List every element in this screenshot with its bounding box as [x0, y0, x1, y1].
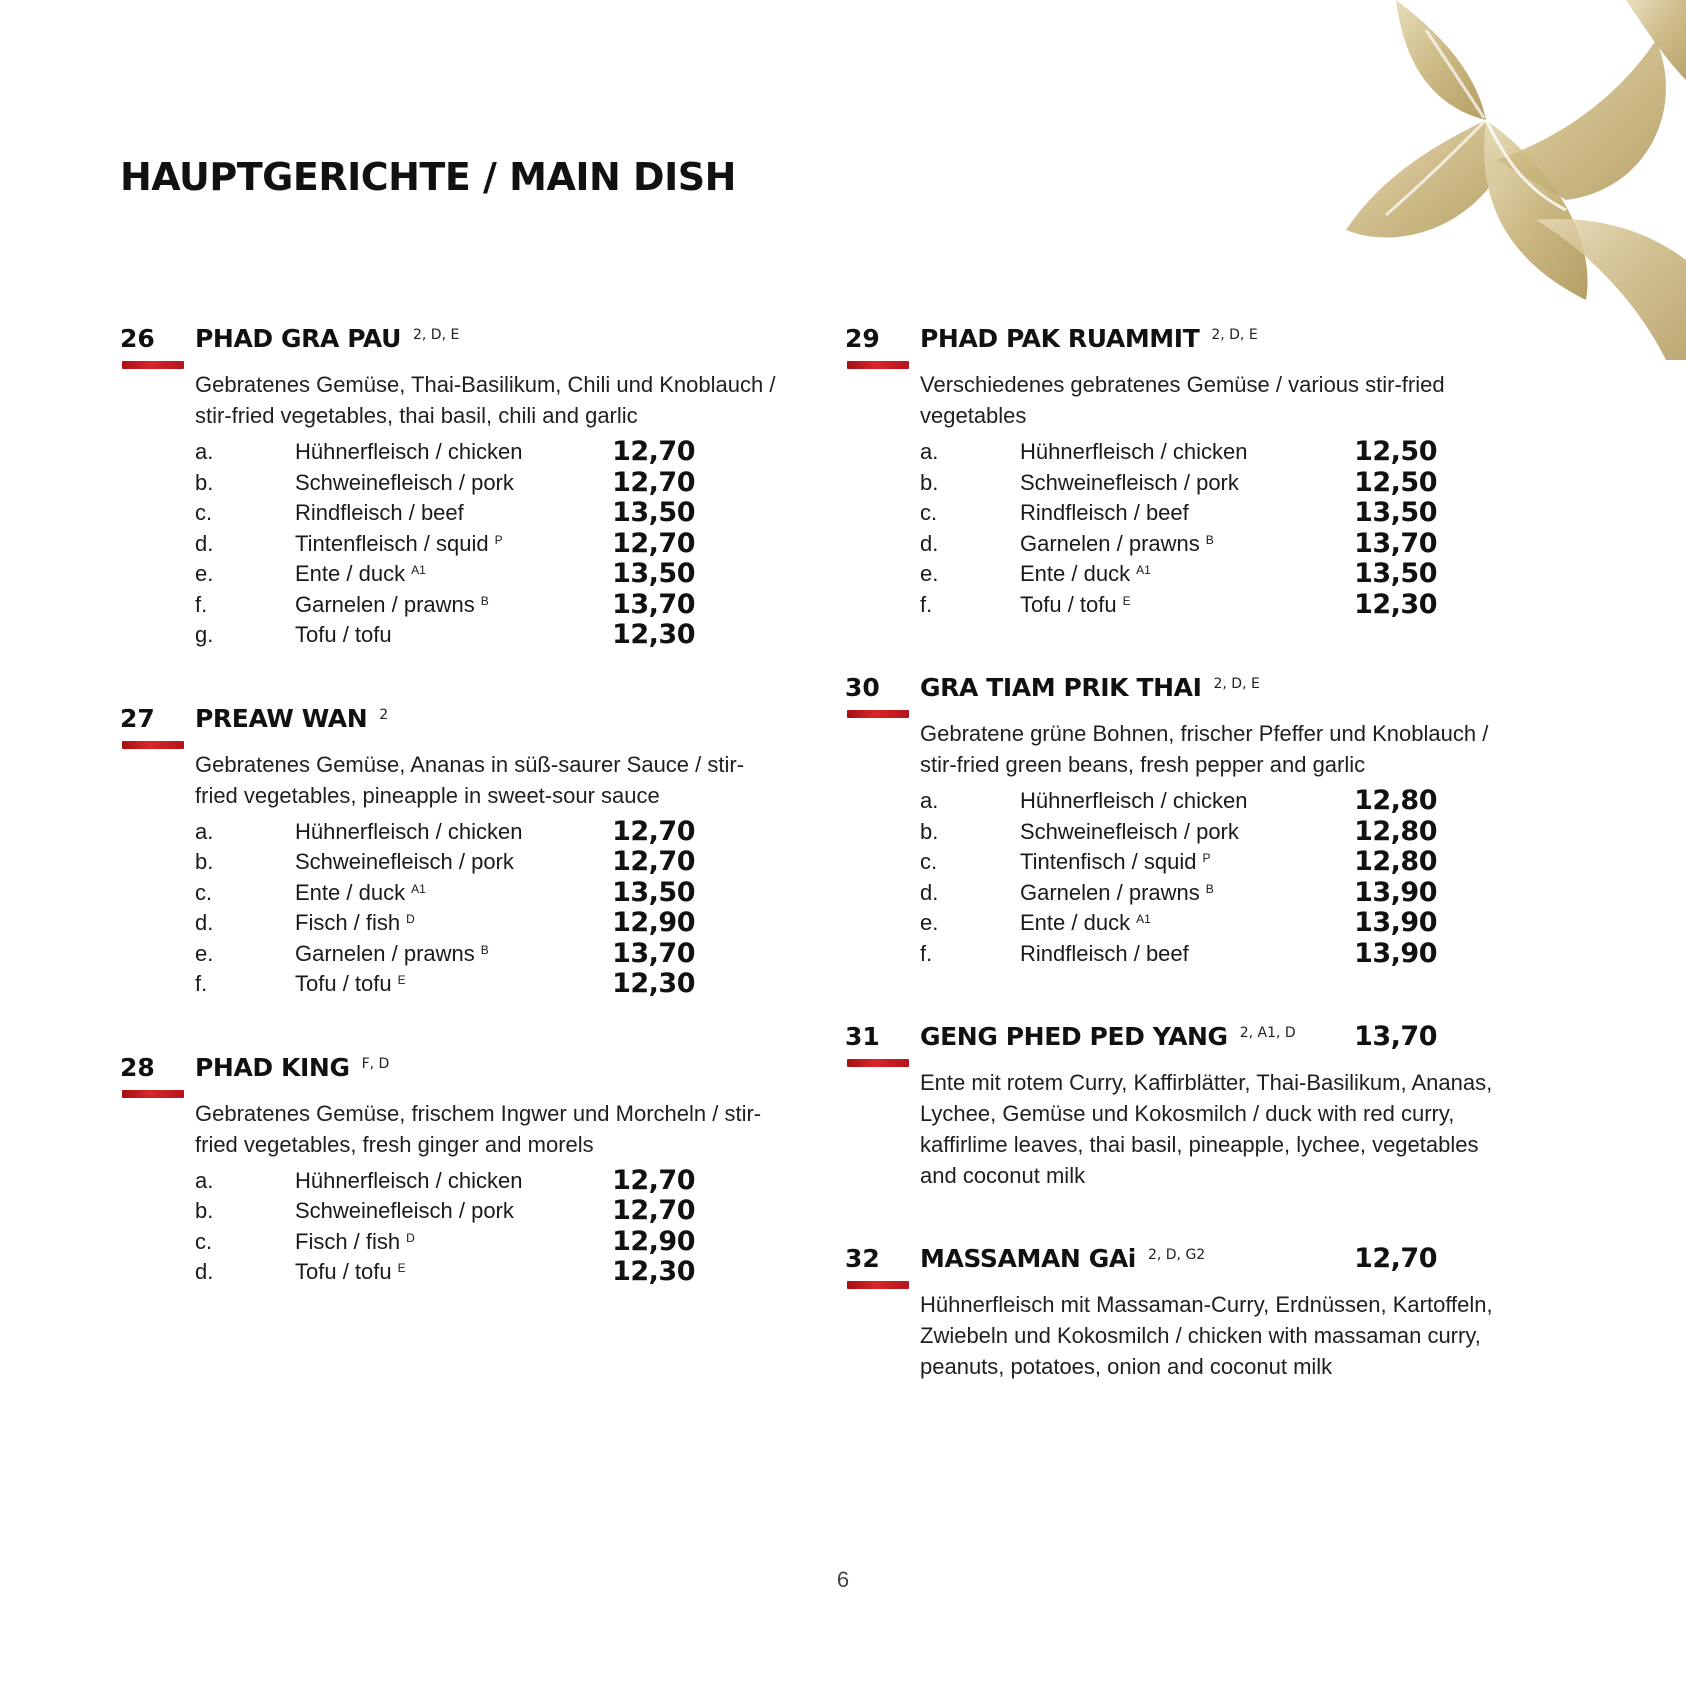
option-row [195, 969, 820, 1000]
option-letter: b. [195, 469, 214, 495]
option-letter: e. [195, 940, 214, 966]
dish-header [195, 703, 820, 735]
option-label [295, 847, 514, 878]
option-letter: b. [920, 469, 939, 495]
option-price: 12,90 [612, 907, 695, 938]
option-letter: c. [920, 849, 938, 874]
option-letter: e. [920, 910, 939, 935]
option-letter: a. [920, 439, 939, 464]
option-name: Hühnerfleisch / chicken [295, 1167, 523, 1193]
option-name: Ente / duck [1020, 910, 1131, 935]
option-allergen: A1 [1136, 563, 1151, 577]
option-row [195, 529, 820, 560]
option-label [295, 437, 522, 468]
option-label [1020, 939, 1189, 970]
option-allergen: E [397, 1261, 406, 1275]
option-label [295, 620, 392, 651]
option-row [920, 498, 1545, 529]
dish-description: Verschiedenes gebratenes Gemüse / various stir-fried vegetables [920, 372, 1445, 428]
option-price: 13,70 [612, 937, 695, 969]
option-letter: f. [920, 940, 933, 966]
dish-description: Gebratene grüne Bohnen, frischer Pfeffer und Knoblauch / stir-fried green beans, fresh pepper and garlic [920, 721, 1489, 777]
option-label [295, 468, 514, 499]
option-label [295, 969, 406, 1000]
dish-description: Ente mit rotem Curry, Kaffirblätter, Thai-Basilikum, Ananas, Lychee, Gemüse und Kokosmilch / duck with red curry, kaffirlime leaves, thai basil, pineapple, lychee, vegetables and coconut milk [920, 1070, 1493, 1188]
option-row [920, 468, 1545, 499]
option-allergen: B [1205, 532, 1214, 547]
page-number: 6 [836, 1567, 850, 1592]
option-label [295, 529, 503, 560]
dish-number: 26 [120, 324, 155, 353]
option-letter: a. [195, 818, 214, 844]
option-price: 13,90 [1354, 937, 1437, 969]
page-title: HAUPTGERICHTE / MAIN DISH [120, 155, 736, 199]
option-row [195, 1227, 820, 1258]
option-row [195, 620, 820, 651]
option-price: 12,80 [1354, 785, 1437, 816]
option-name: Hühnerfleisch / chicken [295, 439, 523, 464]
option-row [195, 939, 820, 970]
accent-bar [847, 710, 909, 718]
option-price: 12,70 [612, 846, 695, 877]
option-price: 13,50 [1354, 497, 1437, 528]
option-name: Tofu / tofu [1020, 591, 1117, 617]
option-label [1020, 590, 1131, 621]
option-letter: c. [195, 1228, 213, 1254]
option-letter: d. [920, 879, 939, 905]
dish-name: PHAD KING [195, 1052, 350, 1082]
option-allergen: D [406, 1230, 415, 1245]
option-name: Rindfleisch / beef [1020, 500, 1189, 525]
option-allergen: B [1205, 881, 1214, 896]
option-letter: a. [195, 1167, 214, 1193]
option-letter: b. [920, 818, 939, 844]
option-row [195, 817, 820, 848]
option-row [195, 437, 820, 468]
option-price: 12,70 [612, 815, 695, 847]
left-column [120, 323, 820, 1340]
option-name: Schweinefleisch / pork [295, 1198, 514, 1223]
allergen-codes: 2, D, G2 [1147, 1247, 1206, 1263]
dish-30 [845, 672, 1545, 969]
option-name: Schweinefleisch / pork [1020, 818, 1239, 844]
option-row [920, 939, 1545, 970]
allergen-codes: 2 [379, 706, 389, 723]
option-row [195, 847, 820, 878]
option-row [920, 529, 1545, 560]
dish-number: 29 [845, 324, 880, 353]
dish-price: 12,70 [1354, 1243, 1437, 1274]
accent-bar [847, 361, 909, 369]
option-name: Hühnerfleisch / chicken [295, 818, 523, 844]
option-name: Hühnerfleisch / chicken [1020, 439, 1248, 464]
option-row [195, 1257, 820, 1288]
option-price: 13,70 [612, 588, 695, 620]
option-letter: f. [920, 591, 933, 617]
option-label [1020, 498, 1189, 529]
option-allergen: P [1202, 851, 1211, 865]
option-allergen: D [406, 912, 415, 926]
allergen-codes: 2, D, E [1213, 676, 1260, 692]
option-name: Fisch / fish [295, 1228, 401, 1254]
option-price: 12,30 [612, 619, 695, 650]
option-label [1020, 847, 1211, 878]
option-label [295, 1227, 415, 1258]
option-letter: e. [195, 561, 214, 586]
option-name: Schweinefleisch / pork [1020, 469, 1239, 495]
accent-bar [847, 1059, 909, 1067]
option-name: Hühnerfleisch / chicken [1020, 788, 1248, 813]
allergen-codes: F, D [361, 1055, 390, 1072]
accent-bar [122, 741, 184, 749]
option-letter: b. [195, 1198, 214, 1223]
dish-header [195, 1052, 820, 1084]
option-price: 12,70 [612, 436, 695, 467]
option-price: 12,30 [612, 1256, 695, 1287]
dish-26 [120, 323, 820, 651]
option-label [1020, 908, 1151, 939]
option-letter: a. [920, 788, 939, 813]
option-price: 13,50 [1354, 558, 1437, 589]
dish-27 [120, 703, 820, 1000]
dish-header [920, 672, 1545, 704]
option-label [295, 817, 522, 848]
option-label [295, 1257, 406, 1288]
option-letter: g. [195, 622, 214, 647]
option-label [295, 939, 489, 970]
dish-description: Hühnerfleisch mit Massaman-Curry, Erdnüssen, Kartoffeln, Zwiebeln und Kokosmilch / chicken with massaman curry, peanuts, potatoes, onion and coconut milk [920, 1292, 1493, 1379]
option-label [1020, 786, 1247, 817]
dish-number: 31 [845, 1022, 880, 1051]
option-row [195, 878, 820, 909]
option-letter: f. [195, 591, 208, 617]
option-name: Ente / duck [295, 561, 406, 586]
dish-name: PREAW WAN [195, 703, 368, 733]
option-price: 13,50 [612, 876, 695, 908]
option-price: 13,50 [612, 558, 695, 589]
option-letter: c. [920, 500, 938, 525]
option-name: Tintenfisch / squid [1020, 849, 1197, 874]
option-label [295, 498, 464, 529]
dish-description: Gebratenes Gemüse, frischem Ingwer und Morcheln / stir-fried vegetables, fresh ginger and morels [195, 1100, 762, 1157]
option-allergen: P [494, 532, 503, 547]
option-allergen: B [480, 942, 489, 957]
option-price: 12,30 [1354, 588, 1437, 620]
dish-number: 30 [845, 673, 880, 702]
option-row [920, 817, 1545, 848]
option-row [920, 437, 1545, 468]
option-label [1020, 559, 1151, 590]
option-row [195, 1196, 820, 1227]
option-row [920, 559, 1545, 590]
option-price: 12,70 [612, 527, 695, 559]
option-letter: d. [920, 530, 939, 556]
option-price: 12,70 [612, 1164, 695, 1196]
dish-28 [120, 1052, 820, 1288]
accent-bar [847, 1281, 909, 1289]
option-row [920, 908, 1545, 939]
option-label [295, 590, 489, 621]
dish-number: 27 [120, 703, 155, 733]
option-row [195, 908, 820, 939]
option-price: 13,70 [1354, 527, 1437, 559]
option-name: Rindfleisch / beef [295, 500, 464, 525]
option-name: Garnelen / prawns [1020, 530, 1200, 556]
dish-31 [845, 1021, 1545, 1191]
dish-name: PHAD PAK RUAMMIT [920, 324, 1200, 353]
option-label [1020, 529, 1214, 560]
option-price: 13,90 [1354, 876, 1437, 908]
option-allergen: A1 [1136, 912, 1151, 926]
option-price: 12,50 [1354, 436, 1437, 467]
allergen-codes: 2, D, E [1211, 327, 1258, 343]
dish-number: 32 [845, 1244, 880, 1273]
dish-name: PHAD GRA PAU [195, 324, 401, 353]
dish-29 [845, 323, 1545, 620]
dish-header [195, 323, 820, 355]
option-label [295, 1196, 514, 1227]
option-letter: e. [920, 561, 939, 586]
option-name: Tofu / tofu [295, 622, 392, 647]
option-name: Fisch / fish [295, 910, 401, 935]
dish-header [920, 323, 1545, 355]
option-row [920, 590, 1545, 621]
option-allergen: A1 [411, 881, 426, 896]
option-letter: b. [195, 849, 214, 874]
option-allergen: B [480, 593, 489, 608]
option-name: Schweinefleisch / pork [295, 469, 514, 495]
dish-32 [845, 1243, 1545, 1382]
option-price: 12,50 [1354, 466, 1437, 498]
option-allergen: E [397, 973, 406, 987]
option-name: Rindfleisch / beef [1020, 940, 1189, 966]
option-row [195, 1166, 820, 1197]
option-row [920, 847, 1545, 878]
option-row [195, 559, 820, 590]
dish-name: GENG PHED PED YANG [920, 1022, 1228, 1051]
option-name: Ente / duck [295, 879, 406, 905]
gold-flower-decoration [1326, 0, 1686, 360]
dish-price: 13,70 [1354, 1021, 1437, 1052]
option-price: 12,80 [1354, 815, 1437, 847]
option-letter: d. [195, 910, 214, 935]
option-name: Ente / duck [1020, 561, 1131, 586]
option-row [195, 590, 820, 621]
option-label [1020, 817, 1239, 848]
accent-bar [122, 1090, 184, 1098]
option-letter: c. [195, 879, 213, 905]
option-name: Schweinefleisch / pork [295, 849, 514, 874]
option-name: Garnelen / prawns [1020, 879, 1200, 905]
dish-name: GRA TIAM PRIK THAI [920, 673, 1202, 702]
option-row [920, 878, 1545, 909]
option-price: 12,70 [612, 1195, 695, 1226]
option-label [1020, 437, 1247, 468]
dish-description: Gebratenes Gemüse, Ananas in süß-saurer Sauce / stir-fried vegetables, pineapple in sweet-sour sauce [195, 751, 745, 808]
option-price: 12,80 [1354, 846, 1437, 877]
allergen-codes: 2, D, E [412, 327, 460, 343]
option-label [295, 1166, 522, 1197]
option-row [195, 498, 820, 529]
option-letter: a. [195, 439, 214, 464]
option-price: 13,50 [612, 497, 695, 528]
option-label [295, 878, 426, 909]
option-label [295, 559, 426, 590]
option-label [295, 908, 415, 939]
option-letter: d. [195, 530, 214, 556]
option-name: Tofu / tofu [295, 1259, 392, 1284]
option-label [1020, 878, 1214, 909]
option-letter: c. [195, 500, 213, 525]
accent-bar [122, 361, 184, 369]
dish-header [920, 1021, 1545, 1053]
allergen-codes: 2, A1, D [1239, 1025, 1296, 1041]
option-row [920, 786, 1545, 817]
option-price: 12,30 [612, 968, 695, 999]
option-name: Tintenfleisch / squid [295, 530, 489, 556]
option-price: 12,90 [612, 1225, 695, 1257]
right-column [845, 323, 1545, 1434]
option-price: 13,90 [1354, 907, 1437, 938]
option-name: Garnelen / prawns [295, 940, 475, 966]
option-name: Garnelen / prawns [295, 591, 475, 617]
dish-name: MASSAMAN GAi [920, 1244, 1136, 1273]
dish-number: 28 [120, 1052, 155, 1082]
option-price: 12,70 [612, 466, 695, 498]
dish-header [920, 1243, 1545, 1275]
option-allergen: A1 [411, 563, 426, 577]
option-name: Tofu / tofu [295, 971, 392, 996]
option-row [195, 468, 820, 499]
option-label [1020, 468, 1239, 499]
dish-description: Gebratenes Gemüse, Thai-Basilikum, Chili und Knoblauch / stir-fried vegetables, thai basil, chili and garlic [195, 372, 776, 428]
option-allergen: E [1122, 593, 1131, 608]
option-letter: d. [195, 1259, 214, 1284]
option-letter: f. [195, 971, 208, 996]
